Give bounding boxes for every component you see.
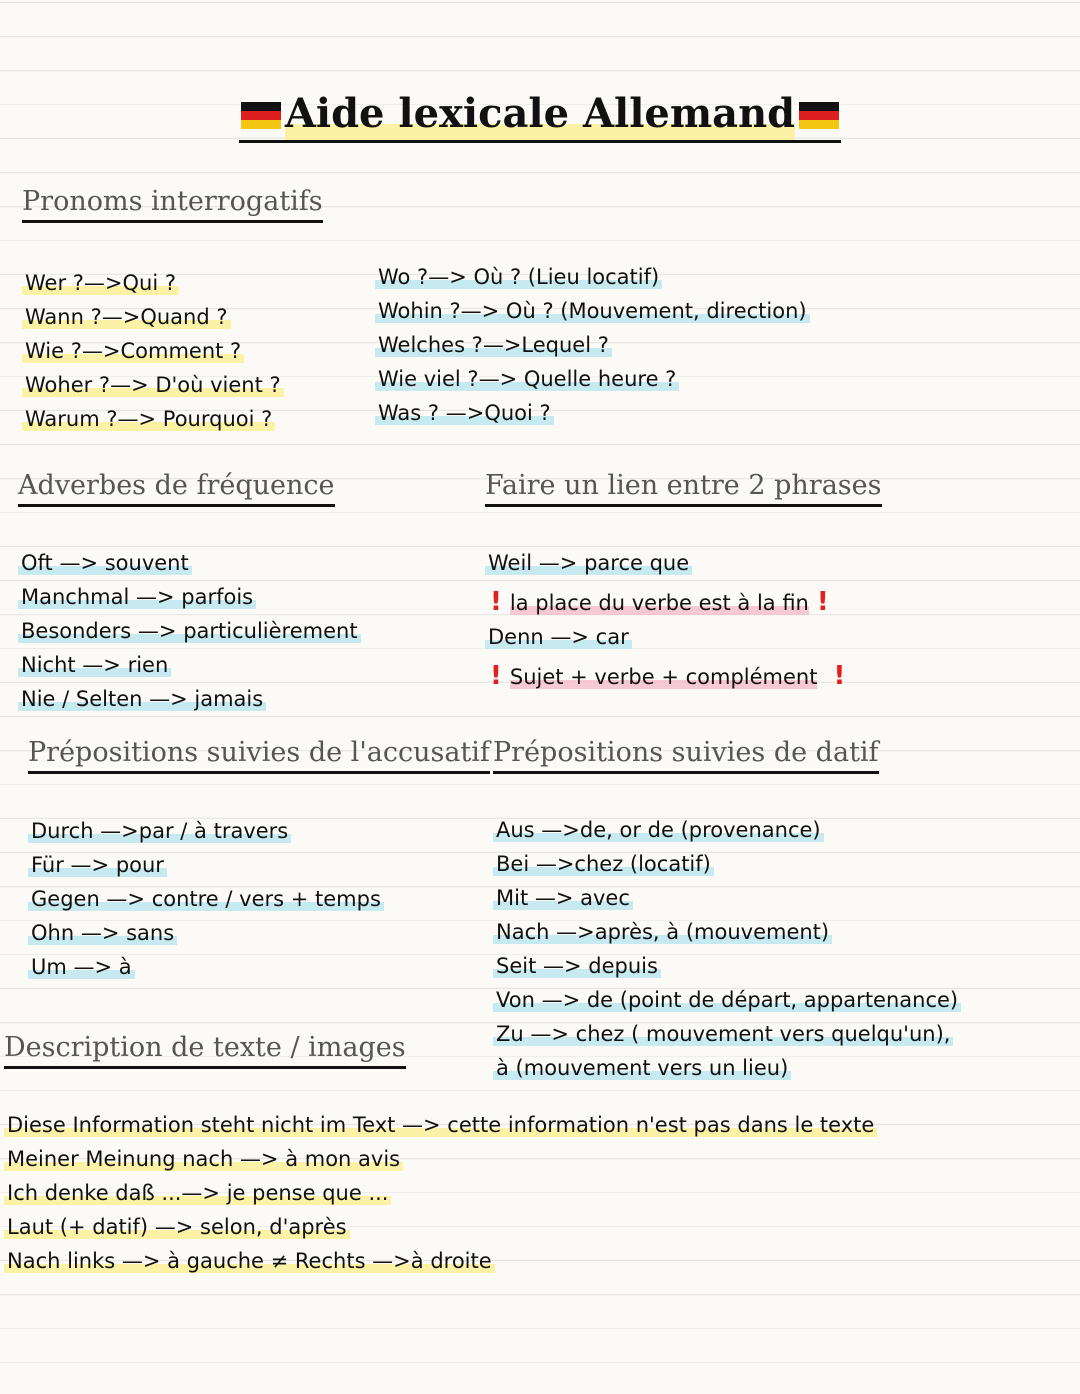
list-item: Für —> pour	[28, 848, 384, 882]
list-item: Ohn —> sans	[28, 916, 384, 950]
warning-note-verb-position: ! la place du verbe est à la fin !	[490, 587, 829, 617]
list-item: Seit —> depuis	[493, 949, 961, 983]
pronoms-list-left	[22, 266, 284, 436]
list-item: Wie ?—>Comment ?	[22, 334, 284, 368]
list-item: Nach links —> à gauche ≠ Rechts —>à droite	[4, 1244, 877, 1278]
list-item: Diese Information steht nicht im Text —> cette information n'est pas dans le texte	[4, 1108, 877, 1142]
list-item: Nicht —> rien	[18, 648, 361, 682]
german-flag-icon	[241, 102, 281, 129]
accusatif-list	[28, 814, 384, 984]
heading-accusatif: Prépositions suivies de l'accusatif	[28, 735, 490, 774]
page-title	[0, 88, 1080, 143]
list-item: Wohin ?—> Où ? (Mouvement, direction)	[375, 294, 810, 328]
list-item: Welches ?—>Lequel ?	[375, 328, 810, 362]
list-item: Wann ?—>Quand ?	[22, 300, 284, 334]
list-item: Mit —> avec	[493, 881, 961, 915]
list-item: Bei —>chez (locatif)	[493, 847, 961, 881]
lien-line-1	[485, 546, 692, 580]
title-text: Aide lexicale Allemand	[285, 88, 795, 140]
datif-list	[493, 813, 961, 1085]
list-item: Weil —> parce que	[485, 546, 692, 580]
pronoms-list-right	[375, 260, 810, 430]
list-item: Woher ?—> D'où vient ?	[22, 368, 284, 402]
exclamation-icon: !	[816, 587, 829, 617]
exclamation-icon: !	[833, 661, 846, 691]
heading-pronoms: Pronoms interrogatifs	[22, 184, 323, 223]
list-item: Gegen —> contre / vers + temps	[28, 882, 384, 916]
title-underline	[239, 88, 841, 143]
list-item: à (mouvement vers un lieu)	[493, 1051, 961, 1085]
exclamation-icon: !	[490, 661, 502, 691]
list-item: Warum ?—> Pourquoi ?	[22, 402, 284, 436]
exclamation-icon: !	[490, 587, 502, 617]
list-item: Durch —>par / à travers	[28, 814, 384, 848]
list-item: Wie viel ?—> Quelle heure ?	[375, 362, 810, 396]
description-list	[4, 1108, 877, 1278]
heading-description: Description de texte / images	[4, 1030, 406, 1069]
list-item: Von —> de (point de départ, appartenance)	[493, 983, 961, 1017]
list-item: Wo ?—> Où ? (Lieu locatif)	[375, 260, 810, 294]
list-item: Denn —> car	[485, 620, 632, 654]
german-flag-icon	[799, 102, 839, 129]
warning-note-word-order: ! Sujet + verbe + complément !	[490, 661, 846, 691]
heading-lien: Faire un lien entre 2 phrases	[485, 468, 882, 507]
list-item: Wer ?—>Qui ?	[22, 266, 284, 300]
list-item: Aus —>de, or de (provenance)	[493, 813, 961, 847]
list-item: Besonders —> particulièrement	[18, 614, 361, 648]
list-item: Nie / Selten —> jamais	[18, 682, 361, 716]
adverbes-list	[18, 546, 361, 716]
heading-datif: Prépositions suivies de datif	[493, 735, 879, 774]
list-item: Um —> à	[28, 950, 384, 984]
lien-line-2	[485, 620, 632, 654]
list-item: Ich denke daß ...—> je pense que ...	[4, 1176, 877, 1210]
list-item: Manchmal —> parfois	[18, 580, 361, 614]
list-item: Oft —> souvent	[18, 546, 361, 580]
list-item: Meiner Meinung nach —> à mon avis	[4, 1142, 877, 1176]
list-item: Was ? —>Quoi ?	[375, 396, 810, 430]
list-item: Zu —> chez ( mouvement vers quelqu'un),	[493, 1017, 961, 1051]
heading-adverbes: Adverbes de fréquence	[18, 468, 335, 507]
list-item: Laut (+ datif) —> selon, d'après	[4, 1210, 877, 1244]
list-item: Nach —>après, à (mouvement)	[493, 915, 961, 949]
